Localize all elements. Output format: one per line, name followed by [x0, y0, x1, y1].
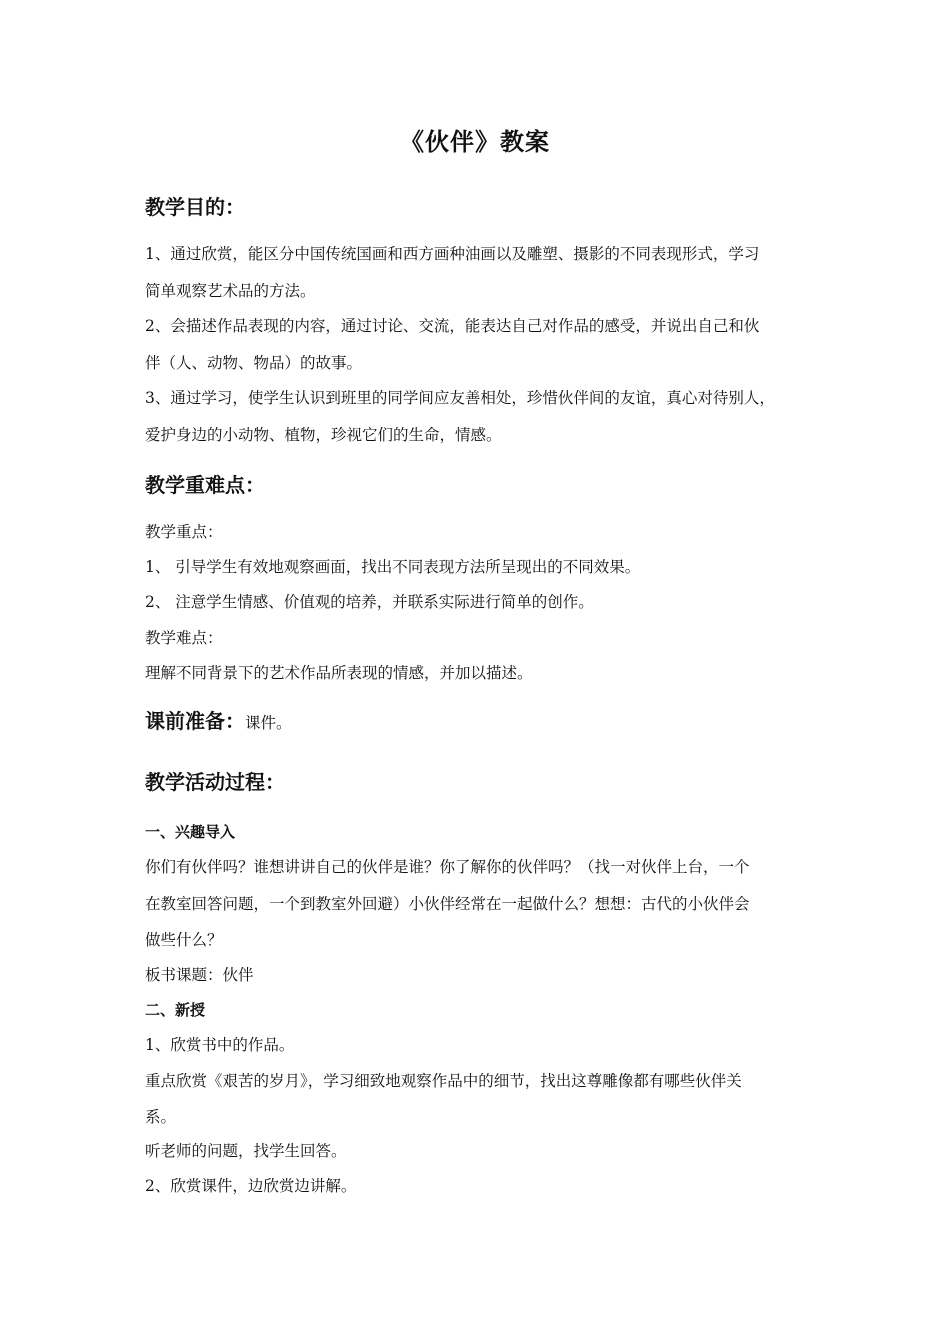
- preparation-heading: 课前准备：: [145, 709, 245, 733]
- section2-line-4: 听老师的问题，找学生回答。: [145, 1142, 347, 1160]
- process-heading: 教学活动过程：: [145, 770, 285, 794]
- preparation-row: [145, 707, 292, 737]
- section2-line-2: 重点欣赏《艰苦的岁月》，学习细致地观察作品中的细节，找出这尊雕像都有哪些伙伴关: [145, 1072, 742, 1090]
- objectives-line-1: 1、通过欣赏，能区分中国传统国画和西方画种油画以及雕塑、摄影的不同表现形式，学习: [145, 245, 760, 263]
- section1-line-1: 你们有伙伴吗？谁想讲讲自己的伙伴是谁？你了解你的伙伴吗？（找一对伙伴上台，一个: [145, 858, 750, 876]
- objectives-line-3: 2、会描述作品表现的内容，通过讨论、交流，能表达自己对作品的感受，并说出自己和伙: [145, 317, 760, 335]
- section2-line-1: 1、欣赏书中的作品。: [145, 1036, 295, 1054]
- preparation-text: 课件。: [245, 714, 292, 732]
- focus-label: 教学重点：: [145, 523, 223, 541]
- section2-heading: 二、新授: [145, 1001, 206, 1019]
- focus-item-2: 2、 注意学生情感、价值观的培养，并联系实际进行简单的创作。: [145, 593, 594, 611]
- objectives-heading: 教学目的：: [145, 195, 245, 219]
- section1-board: 板书课题：伙伴: [145, 966, 254, 984]
- focus-item-1: 1、 引导学生有效地观察画面，找出不同表现方法所呈现出的不同效果。: [145, 558, 641, 576]
- objectives-line-4: 伴（人、动物、物品）的故事。: [145, 354, 363, 372]
- difficulty-text: 理解不同背景下的艺术作品所表现的情感，并加以描述。: [145, 664, 533, 682]
- document-title: 《伙伴》教案: [400, 127, 550, 156]
- key-points-heading: 教学重难点：: [145, 473, 265, 497]
- section2-line-5: 2、欣赏课件，边欣赏边讲解。: [145, 1177, 357, 1195]
- objectives-line-5: 3、通过学习，使学生认识到班里的同学间应友善相处，珍惜伙伴间的友谊，真心对待别人，: [145, 389, 775, 407]
- objectives-line-2: 简单观察艺术品的方法。: [145, 282, 316, 300]
- section2-line-3: 系。: [145, 1108, 177, 1126]
- objectives-line-6: 爱护身边的小动物、植物，珍视它们的生命，情感。: [145, 426, 502, 444]
- difficulty-label: 教学难点：: [145, 629, 223, 647]
- section1-heading: 一、兴趣导入: [145, 823, 236, 841]
- section1-line-2: 在教室回答问题，一个到教室外回避）小伙伴经常在一起做什么？想想：古代的小伙伴会: [145, 895, 750, 913]
- section1-line-3: 做些什么？: [145, 931, 223, 949]
